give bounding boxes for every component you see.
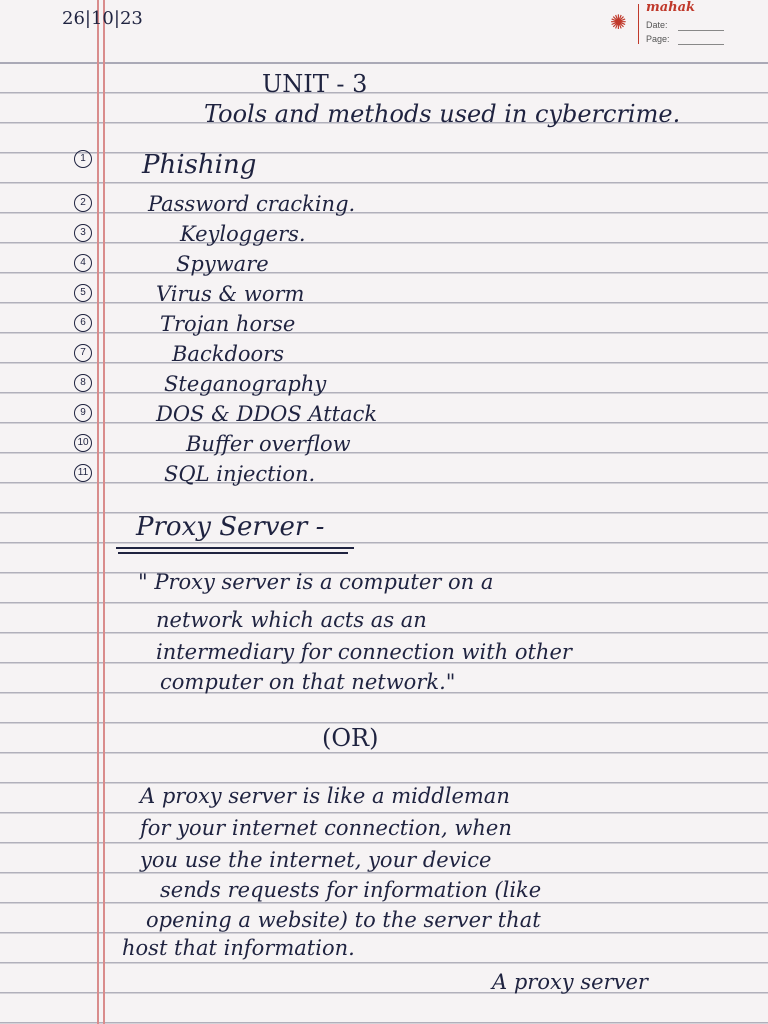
list-item: Virus & worm xyxy=(156,282,305,306)
brand-name: mahak xyxy=(646,0,696,15)
list-item: Spyware xyxy=(176,252,269,276)
paragraph-line: A proxy server xyxy=(492,970,648,994)
date-field-label: Date: xyxy=(646,20,668,30)
paragraph-line: intermediary for connection with other xyxy=(156,640,572,664)
section-heading: Proxy Server - xyxy=(136,512,325,542)
list-item-number: 8 xyxy=(74,374,92,392)
page-field-label: Page: xyxy=(646,34,670,44)
list-item: Buffer overflow xyxy=(186,432,351,456)
paragraph-line: sends requests for information (like xyxy=(160,878,542,902)
list-item-number: 4 xyxy=(74,254,92,272)
paragraph-line: host that information. xyxy=(122,936,355,960)
list-item-number: 1 xyxy=(74,150,92,168)
handwritten-date: 26|10|23 xyxy=(62,8,143,29)
brand-divider xyxy=(638,4,639,44)
list-item-number: 6 xyxy=(74,314,92,332)
page-field-line xyxy=(678,44,724,45)
notebook-brand-box xyxy=(610,0,760,50)
or-separator: (OR) xyxy=(322,724,379,752)
list-item-number: 2 xyxy=(74,194,92,212)
list-item-number: 3 xyxy=(74,224,92,242)
heading-underline xyxy=(116,547,354,549)
list-item: Password cracking. xyxy=(148,192,356,216)
list-item: Backdoors xyxy=(172,342,284,366)
list-item: Phishing xyxy=(142,150,257,180)
paragraph-line: computer on that network." xyxy=(160,670,456,694)
list-item-number: 9 xyxy=(74,404,92,422)
list-item: Steganography xyxy=(164,372,327,396)
margin-line-right xyxy=(103,0,105,1024)
list-item-number: 5 xyxy=(74,284,92,302)
paragraph-line: for your internet connection, when xyxy=(140,816,512,840)
paragraph-line: network which acts as an xyxy=(156,608,427,632)
list-item-number: 7 xyxy=(74,344,92,362)
paragraph-line: you use the internet, your device xyxy=(140,848,492,872)
list-item-number: 10 xyxy=(74,434,92,452)
list-item: Trojan horse xyxy=(160,312,296,336)
date-field-line xyxy=(678,30,724,31)
paragraph-line: A proxy server is like a middleman xyxy=(140,784,510,808)
margin-line-left xyxy=(97,0,99,1024)
heading-underline xyxy=(118,552,348,554)
list-item: SQL injection. xyxy=(164,462,316,486)
list-item-number: 11 xyxy=(74,464,92,482)
paragraph-line: opening a website) to the server that xyxy=(146,908,541,932)
list-item: DOS & DDOS Attack xyxy=(156,402,378,426)
paragraph-line: " Proxy server is a computer on a xyxy=(138,570,494,594)
unit-title: UNIT - 3 xyxy=(262,70,368,98)
unit-subtitle: Tools and methods used in cybercrime. xyxy=(204,100,681,128)
list-item: Keyloggers. xyxy=(180,222,306,246)
brand-logo-icon: ✺ xyxy=(610,10,627,34)
